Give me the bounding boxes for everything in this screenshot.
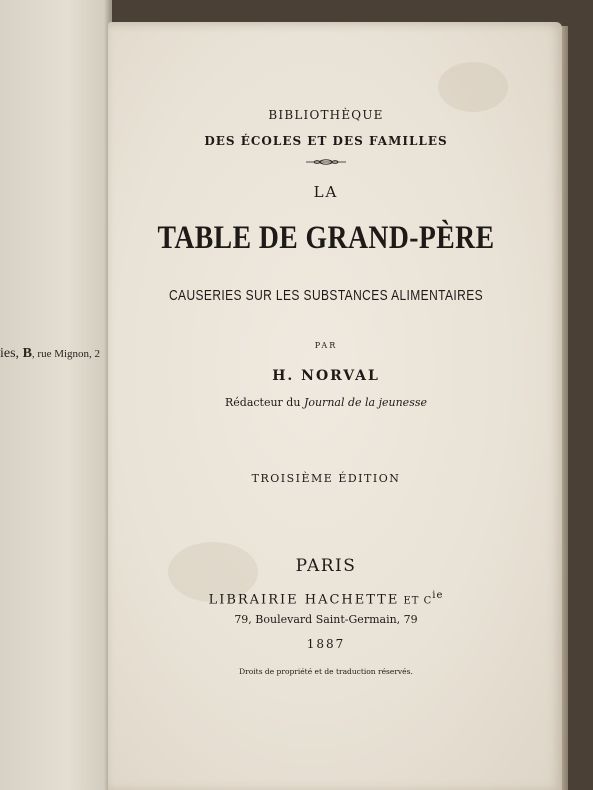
left-page-text-fragment — [0, 346, 112, 362]
book-title: TABLE DE GRAND-PÈRE — [157, 220, 495, 256]
by-label: PAR — [314, 341, 338, 350]
publication-year: 1887 — [306, 637, 346, 651]
left-page — [0, 0, 112, 790]
left-fragment-num: 2 — [94, 348, 101, 360]
left-fragment-mid: , rue Mignon, — [31, 348, 95, 360]
author-name: H. NORVAL — [272, 368, 380, 384]
ornament-rule-icon — [306, 158, 346, 166]
author-role — [108, 396, 544, 409]
publisher-sup: ie — [432, 590, 444, 601]
journal-name: Journal de la jeunesse — [303, 396, 427, 409]
title-article: LA — [313, 183, 339, 201]
series-line-1: BIBLIOTHÈQUE — [268, 108, 384, 122]
publisher-suffix: ET C — [399, 595, 433, 607]
publisher — [108, 590, 544, 607]
book-subtitle: CAUSERIES SUR LES SUBSTANCES ALIMENTAIRES — [168, 287, 484, 304]
paper-stain — [438, 62, 508, 112]
publisher-address: 79, Boulevard Saint-Germain, 79 — [234, 613, 418, 626]
left-fragment-pre: ies, — [0, 346, 23, 361]
left-fragment-bold: B — [22, 346, 32, 361]
publication-city: PARIS — [295, 556, 357, 576]
rights-notice: Droits de propriété et de traduction réservés. — [239, 667, 413, 676]
series-line-2: DES ÉCOLES ET DES FAMILLES — [204, 134, 448, 148]
publisher-main: LIBRAIRIE HACHETTE — [208, 592, 400, 608]
author-role-prefix: Rédacteur du — [224, 396, 304, 409]
edition: TROISIÈME ÉDITION — [251, 472, 401, 485]
